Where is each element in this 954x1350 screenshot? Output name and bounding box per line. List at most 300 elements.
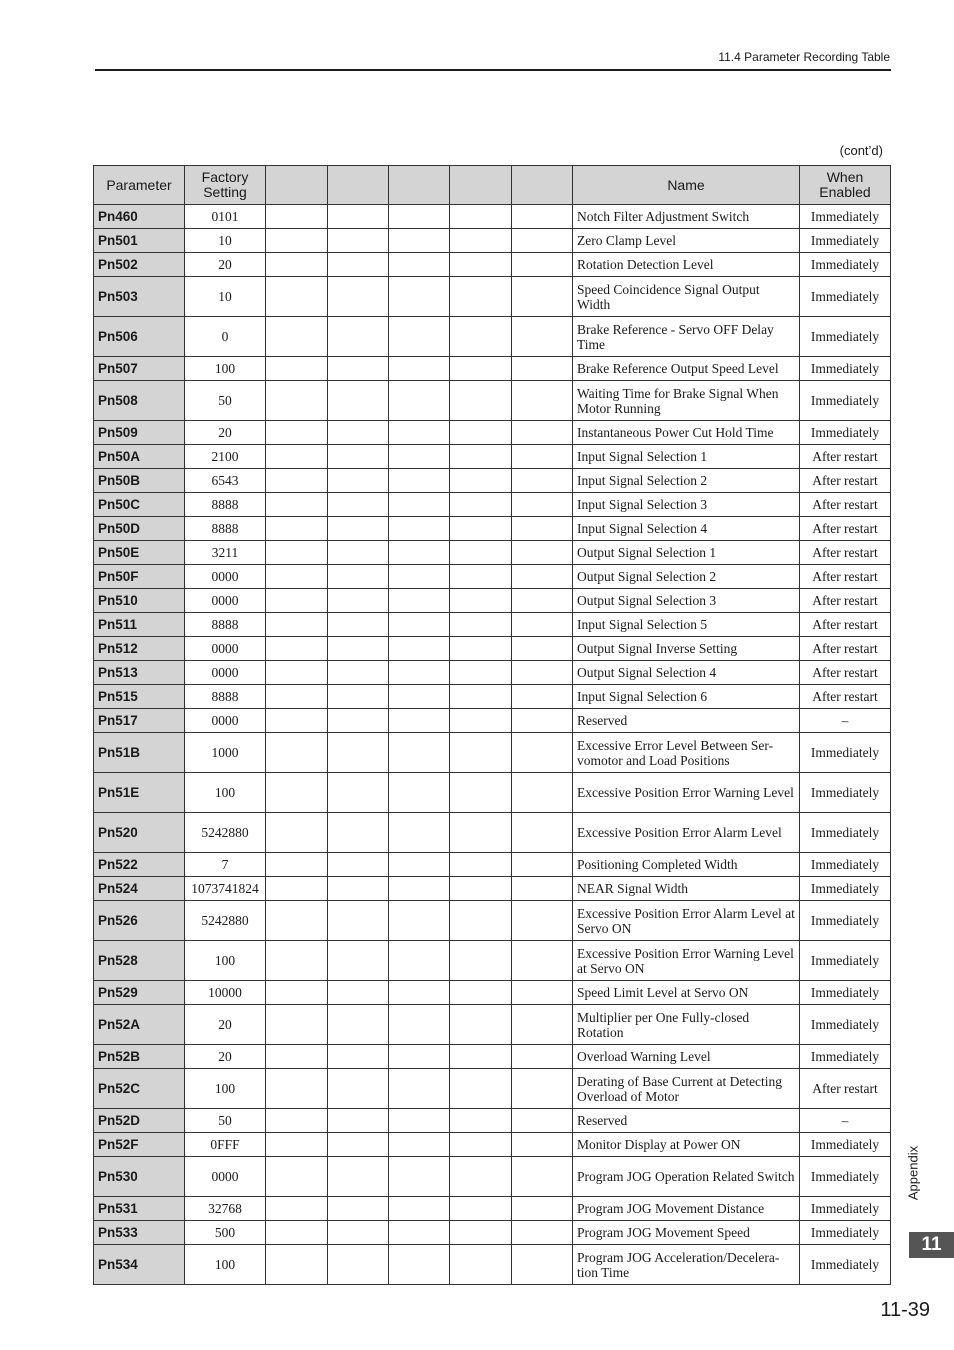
table-row xyxy=(94,589,891,613)
page-number: 11-39 xyxy=(880,1299,930,1321)
recording-cell xyxy=(389,565,450,589)
when-enabled-cell: Immediately xyxy=(800,1045,891,1069)
recording-cell xyxy=(389,469,450,493)
recording-cell xyxy=(512,381,573,421)
recording-cell xyxy=(512,1221,573,1245)
factory-setting-cell: 0000 xyxy=(185,1157,266,1197)
factory-setting-cell: 1000 xyxy=(185,733,266,773)
recording-cell xyxy=(450,445,512,469)
recording-cell xyxy=(266,205,328,229)
when-enabled-cell: After restart xyxy=(800,445,891,469)
recording-cell xyxy=(450,421,512,445)
recording-cell xyxy=(389,517,450,541)
when-enabled-cell: After restart xyxy=(800,541,891,565)
recording-cell xyxy=(389,709,450,733)
factory-setting-cell: 5242880 xyxy=(185,813,266,853)
recording-cell xyxy=(450,637,512,661)
recording-cell xyxy=(450,685,512,709)
recording-cell xyxy=(266,317,328,357)
recording-cell xyxy=(266,1069,328,1109)
appendix-side-label xyxy=(903,1142,923,1204)
when-enabled-cell: – xyxy=(800,1109,891,1133)
recording-cell xyxy=(389,877,450,901)
factory-setting-cell: 2100 xyxy=(185,445,266,469)
recording-cell xyxy=(512,469,573,493)
parameter-cell: Pn51B xyxy=(94,733,185,773)
recording-cell xyxy=(450,229,512,253)
recording-cell xyxy=(512,445,573,469)
recording-cell xyxy=(450,381,512,421)
recording-cell xyxy=(512,1157,573,1197)
parameter-cell: Pn511 xyxy=(94,613,185,637)
recording-cell xyxy=(512,685,573,709)
section-title: 11.4 Parameter Recording Table xyxy=(718,50,890,64)
factory-setting-cell: 0FFF xyxy=(185,1133,266,1157)
recording-cell xyxy=(512,357,573,381)
recording-cell xyxy=(512,589,573,613)
when-enabled-cell: After restart xyxy=(800,637,891,661)
recording-cell xyxy=(512,613,573,637)
recording-cell xyxy=(512,1109,573,1133)
parameter-cell: Pn520 xyxy=(94,813,185,853)
recording-cell xyxy=(266,517,328,541)
when-enabled-cell: Immediately xyxy=(800,205,891,229)
recording-cell xyxy=(266,1133,328,1157)
name-cell: Monitor Display at Power ON xyxy=(573,1133,800,1157)
name-cell: Notch Filter Adjustment Switch xyxy=(573,205,800,229)
recording-cell xyxy=(266,229,328,253)
factory-setting-cell: 100 xyxy=(185,357,266,381)
factory-setting-cell: 100 xyxy=(185,773,266,813)
factory-setting-cell: 0 xyxy=(185,317,266,357)
recording-cell xyxy=(266,709,328,733)
recording-cell xyxy=(389,685,450,709)
when-enabled-cell: Immediately xyxy=(800,773,891,813)
table-row xyxy=(94,565,891,589)
factory-setting-cell: 6543 xyxy=(185,469,266,493)
column-header-parameter: Parameter xyxy=(94,166,185,205)
recording-cell xyxy=(450,981,512,1005)
recording-cell xyxy=(450,517,512,541)
table-row xyxy=(94,445,891,469)
recording-cell xyxy=(266,1157,328,1197)
recording-cell xyxy=(266,1197,328,1221)
recording-cell xyxy=(328,1069,389,1109)
recording-cell xyxy=(328,493,389,517)
parameter-cell: Pn507 xyxy=(94,357,185,381)
table-row xyxy=(94,493,891,517)
when-enabled-cell: After restart xyxy=(800,613,891,637)
factory-setting-cell: 100 xyxy=(185,941,266,981)
parameter-cell: Pn512 xyxy=(94,637,185,661)
when-enabled-cell: Immediately xyxy=(800,901,891,941)
when-enabled-cell: After restart xyxy=(800,661,891,685)
recording-cell xyxy=(512,541,573,565)
recording-cell xyxy=(266,565,328,589)
when-enabled-cell: Immediately xyxy=(800,941,891,981)
recording-cell xyxy=(389,253,450,277)
when-enabled-cell: Immediately xyxy=(800,421,891,445)
recording-cell xyxy=(450,493,512,517)
name-cell: Zero Clamp Level xyxy=(573,229,800,253)
recording-cell xyxy=(450,541,512,565)
recording-cell xyxy=(512,773,573,813)
recording-cell xyxy=(266,1005,328,1045)
table-row xyxy=(94,661,891,685)
when-enabled-cell: Immediately xyxy=(800,1133,891,1157)
name-cell: Brake Reference Output Speed Level xyxy=(573,357,800,381)
table-header-row xyxy=(94,166,891,205)
table-row xyxy=(94,1069,891,1109)
recording-cell xyxy=(512,1005,573,1045)
parameter-cell: Pn50D xyxy=(94,517,185,541)
recording-cell xyxy=(450,813,512,853)
table-body xyxy=(94,205,891,1285)
recording-cell xyxy=(266,613,328,637)
recording-cell xyxy=(512,493,573,517)
recording-cell xyxy=(266,381,328,421)
table-row xyxy=(94,381,891,421)
name-cell: Input Signal Selection 5 xyxy=(573,613,800,637)
recording-cell xyxy=(389,1045,450,1069)
recording-cell xyxy=(450,733,512,773)
recording-cell xyxy=(266,277,328,317)
recording-cell xyxy=(389,1221,450,1245)
parameter-cell: Pn52B xyxy=(94,1045,185,1069)
table-row xyxy=(94,229,891,253)
recording-cell xyxy=(328,661,389,685)
parameter-cell: Pn508 xyxy=(94,381,185,421)
name-cell: Speed Limit Level at Servo ON xyxy=(573,981,800,1005)
recording-cell xyxy=(450,589,512,613)
recording-cell xyxy=(266,813,328,853)
parameter-cell: Pn515 xyxy=(94,685,185,709)
recording-cell xyxy=(450,1045,512,1069)
recording-cell xyxy=(512,1133,573,1157)
parameter-cell: Pn524 xyxy=(94,877,185,901)
recording-cell xyxy=(266,901,328,941)
recording-cell xyxy=(328,381,389,421)
recording-cell xyxy=(389,613,450,637)
factory-setting-cell: 50 xyxy=(185,381,266,421)
name-cell: Overload Warning Level xyxy=(573,1045,800,1069)
factory-setting-cell: 20 xyxy=(185,1045,266,1069)
table-row xyxy=(94,981,891,1005)
recording-cell xyxy=(328,1157,389,1197)
factory-setting-cell: 0000 xyxy=(185,565,266,589)
parameter-cell: Pn501 xyxy=(94,229,185,253)
table-row xyxy=(94,1245,891,1285)
name-cell: Program JOG Operation Related Switch xyxy=(573,1157,800,1197)
recording-cell xyxy=(389,1245,450,1285)
parameter-cell: Pn52F xyxy=(94,1133,185,1157)
recording-cell xyxy=(389,493,450,517)
factory-setting-cell: 20 xyxy=(185,1005,266,1045)
recording-cell xyxy=(328,1221,389,1245)
when-enabled-cell: Immediately xyxy=(800,381,891,421)
parameter-cell: Pn50F xyxy=(94,565,185,589)
recording-cell xyxy=(450,901,512,941)
parameter-cell: Pn52C xyxy=(94,1069,185,1109)
table-row xyxy=(94,469,891,493)
recording-cell xyxy=(512,853,573,877)
name-cell: Instantaneous Power Cut Hold Time xyxy=(573,421,800,445)
name-cell: Output Signal Selection 4 xyxy=(573,661,800,685)
name-cell: Program JOG Movement Distance xyxy=(573,1197,800,1221)
recording-cell xyxy=(328,541,389,565)
name-cell: Speed Coincidence Signal Output Width xyxy=(573,277,800,317)
parameter-recording-table xyxy=(93,165,891,1285)
parameter-cell: Pn533 xyxy=(94,1221,185,1245)
recording-cell xyxy=(389,1157,450,1197)
when-enabled-cell: – xyxy=(800,709,891,733)
recording-cell xyxy=(266,661,328,685)
recording-cell xyxy=(450,1005,512,1045)
name-cell: Rotation Detection Level xyxy=(573,253,800,277)
name-cell: Excessive Position Error Alarm Level at Servo ON xyxy=(573,901,800,941)
when-enabled-cell: Immediately xyxy=(800,1005,891,1045)
recording-cell xyxy=(328,229,389,253)
table-row xyxy=(94,517,891,541)
recording-cell xyxy=(389,1197,450,1221)
recording-cell xyxy=(389,1069,450,1109)
table-row xyxy=(94,877,891,901)
recording-cell xyxy=(450,853,512,877)
table-row xyxy=(94,541,891,565)
recording-cell xyxy=(450,1157,512,1197)
recording-cell xyxy=(266,1221,328,1245)
name-cell: Excessive Position Error Warning Level at Servo ON xyxy=(573,941,800,981)
recording-cell xyxy=(389,661,450,685)
recording-cell xyxy=(389,941,450,981)
recording-cell xyxy=(512,901,573,941)
name-cell: Program JOG Acceleration/Decelera-tion Time xyxy=(573,1245,800,1285)
factory-setting-cell: 0000 xyxy=(185,589,266,613)
recording-cell xyxy=(389,277,450,317)
recording-cell xyxy=(328,469,389,493)
parameter-cell: Pn506 xyxy=(94,317,185,357)
recording-cell xyxy=(512,1245,573,1285)
recording-cell xyxy=(266,773,328,813)
factory-setting-cell: 7 xyxy=(185,853,266,877)
recording-cell xyxy=(389,1133,450,1157)
recording-cell xyxy=(328,1005,389,1045)
recording-cell xyxy=(389,853,450,877)
when-enabled-cell: After restart xyxy=(800,469,891,493)
recording-cell xyxy=(328,277,389,317)
recording-cell xyxy=(266,469,328,493)
parameter-cell: Pn510 xyxy=(94,589,185,613)
recording-cell xyxy=(328,205,389,229)
name-cell: Input Signal Selection 4 xyxy=(573,517,800,541)
recording-cell xyxy=(450,877,512,901)
recording-cell xyxy=(450,661,512,685)
recording-cell xyxy=(328,733,389,773)
factory-setting-cell: 20 xyxy=(185,421,266,445)
recording-cell xyxy=(512,317,573,357)
recording-cell xyxy=(266,589,328,613)
recording-cell xyxy=(512,565,573,589)
recording-cell xyxy=(389,901,450,941)
table-row xyxy=(94,1045,891,1069)
when-enabled-cell: Immediately xyxy=(800,813,891,853)
when-enabled-cell: After restart xyxy=(800,589,891,613)
table-row xyxy=(94,317,891,357)
when-enabled-cell: Immediately xyxy=(800,253,891,277)
recording-cell xyxy=(328,773,389,813)
column-header-factory-setting: Factory Setting xyxy=(185,166,266,205)
parameter-cell: Pn526 xyxy=(94,901,185,941)
parameter-cell: Pn52A xyxy=(94,1005,185,1045)
recording-cell xyxy=(266,421,328,445)
parameter-cell: Pn50B xyxy=(94,469,185,493)
recording-cell xyxy=(389,1109,450,1133)
recording-cell xyxy=(450,469,512,493)
chapter-tab: 11 xyxy=(909,1232,954,1258)
recording-cell xyxy=(328,253,389,277)
recording-cell xyxy=(512,229,573,253)
table-row xyxy=(94,1133,891,1157)
recording-cell xyxy=(389,421,450,445)
table-row xyxy=(94,1157,891,1197)
table-row xyxy=(94,709,891,733)
parameter-cell: Pn51E xyxy=(94,773,185,813)
factory-setting-cell: 0000 xyxy=(185,661,266,685)
parameter-cell: Pn50E xyxy=(94,541,185,565)
column-header-blank xyxy=(266,166,328,205)
table-row xyxy=(94,685,891,709)
recording-cell xyxy=(389,637,450,661)
column-header-blank xyxy=(512,166,573,205)
when-enabled-cell: Immediately xyxy=(800,229,891,253)
factory-setting-cell: 20 xyxy=(185,253,266,277)
recording-cell xyxy=(389,1005,450,1045)
factory-setting-cell: 8888 xyxy=(185,685,266,709)
name-cell: Multiplier per One Fully-closed Rotation xyxy=(573,1005,800,1045)
name-cell: Positioning Completed Width xyxy=(573,853,800,877)
name-cell: Excessive Error Level Between Ser-vomotor and Load Positions xyxy=(573,733,800,773)
recording-cell xyxy=(450,565,512,589)
when-enabled-cell: Immediately xyxy=(800,981,891,1005)
name-cell: Reserved xyxy=(573,709,800,733)
name-cell: Input Signal Selection 2 xyxy=(573,469,800,493)
column-header-blank xyxy=(328,166,389,205)
recording-cell xyxy=(328,1245,389,1285)
recording-cell xyxy=(512,277,573,317)
factory-setting-cell: 10000 xyxy=(185,981,266,1005)
recording-cell xyxy=(389,229,450,253)
when-enabled-cell: After restart xyxy=(800,517,891,541)
parameter-cell: Pn502 xyxy=(94,253,185,277)
recording-cell xyxy=(389,381,450,421)
name-cell: Output Signal Selection 2 xyxy=(573,565,800,589)
recording-cell xyxy=(328,813,389,853)
recording-cell xyxy=(450,1069,512,1109)
name-cell: Derating of Base Current at Detecting Overload of Motor xyxy=(573,1069,800,1109)
name-cell: Reserved xyxy=(573,1109,800,1133)
table-row xyxy=(94,941,891,981)
parameter-cell: Pn529 xyxy=(94,981,185,1005)
recording-cell xyxy=(328,1109,389,1133)
factory-setting-cell: 100 xyxy=(185,1245,266,1285)
parameter-cell: Pn530 xyxy=(94,1157,185,1197)
recording-cell xyxy=(450,1197,512,1221)
recording-cell xyxy=(512,1197,573,1221)
recording-cell xyxy=(328,565,389,589)
parameter-cell: Pn522 xyxy=(94,853,185,877)
factory-setting-cell: 32768 xyxy=(185,1197,266,1221)
recording-cell xyxy=(328,1197,389,1221)
recording-cell xyxy=(266,981,328,1005)
table-row xyxy=(94,277,891,317)
table-row xyxy=(94,421,891,445)
name-cell: Input Signal Selection 1 xyxy=(573,445,800,469)
name-cell: Brake Reference - Servo OFF Delay Time xyxy=(573,317,800,357)
name-cell: Excessive Position Error Warning Level xyxy=(573,773,800,813)
recording-cell xyxy=(389,981,450,1005)
recording-cell xyxy=(450,709,512,733)
recording-cell xyxy=(328,853,389,877)
recording-cell xyxy=(328,589,389,613)
appendix-side-label-text: Appendix xyxy=(905,1145,921,1201)
when-enabled-cell: Immediately xyxy=(800,1157,891,1197)
recording-cell xyxy=(389,813,450,853)
factory-setting-cell: 3211 xyxy=(185,541,266,565)
name-cell: Program JOG Movement Speed xyxy=(573,1221,800,1245)
recording-cell xyxy=(266,877,328,901)
column-header-blank xyxy=(450,166,512,205)
when-enabled-cell: After restart xyxy=(800,685,891,709)
recording-cell xyxy=(328,981,389,1005)
parameter-cell: Pn52D xyxy=(94,1109,185,1133)
factory-setting-cell: 5242880 xyxy=(185,901,266,941)
factory-setting-cell: 100 xyxy=(185,1069,266,1109)
table-row xyxy=(94,733,891,773)
recording-cell xyxy=(328,317,389,357)
when-enabled-cell: After restart xyxy=(800,565,891,589)
table-row xyxy=(94,1221,891,1245)
name-cell: Input Signal Selection 6 xyxy=(573,685,800,709)
table-row xyxy=(94,853,891,877)
factory-setting-cell: 1073741824 xyxy=(185,877,266,901)
recording-cell xyxy=(450,357,512,381)
recording-cell xyxy=(450,773,512,813)
recording-cell xyxy=(266,493,328,517)
recording-cell xyxy=(328,877,389,901)
parameter-cell: Pn50A xyxy=(94,445,185,469)
column-header-name: Name xyxy=(573,166,800,205)
when-enabled-cell: After restart xyxy=(800,1069,891,1109)
parameter-cell: Pn503 xyxy=(94,277,185,317)
factory-setting-cell: 8888 xyxy=(185,517,266,541)
recording-cell xyxy=(328,445,389,469)
recording-cell xyxy=(450,205,512,229)
table-row xyxy=(94,1005,891,1045)
name-cell: Output Signal Inverse Setting xyxy=(573,637,800,661)
table-row xyxy=(94,637,891,661)
parameter-cell: Pn509 xyxy=(94,421,185,445)
recording-cell xyxy=(389,317,450,357)
when-enabled-cell: Immediately xyxy=(800,357,891,381)
recording-cell xyxy=(389,205,450,229)
table-row xyxy=(94,1197,891,1221)
recording-cell xyxy=(512,637,573,661)
recording-cell xyxy=(450,1133,512,1157)
table-row xyxy=(94,1109,891,1133)
name-cell: Excessive Position Error Alarm Level xyxy=(573,813,800,853)
recording-cell xyxy=(328,421,389,445)
table-row xyxy=(94,357,891,381)
